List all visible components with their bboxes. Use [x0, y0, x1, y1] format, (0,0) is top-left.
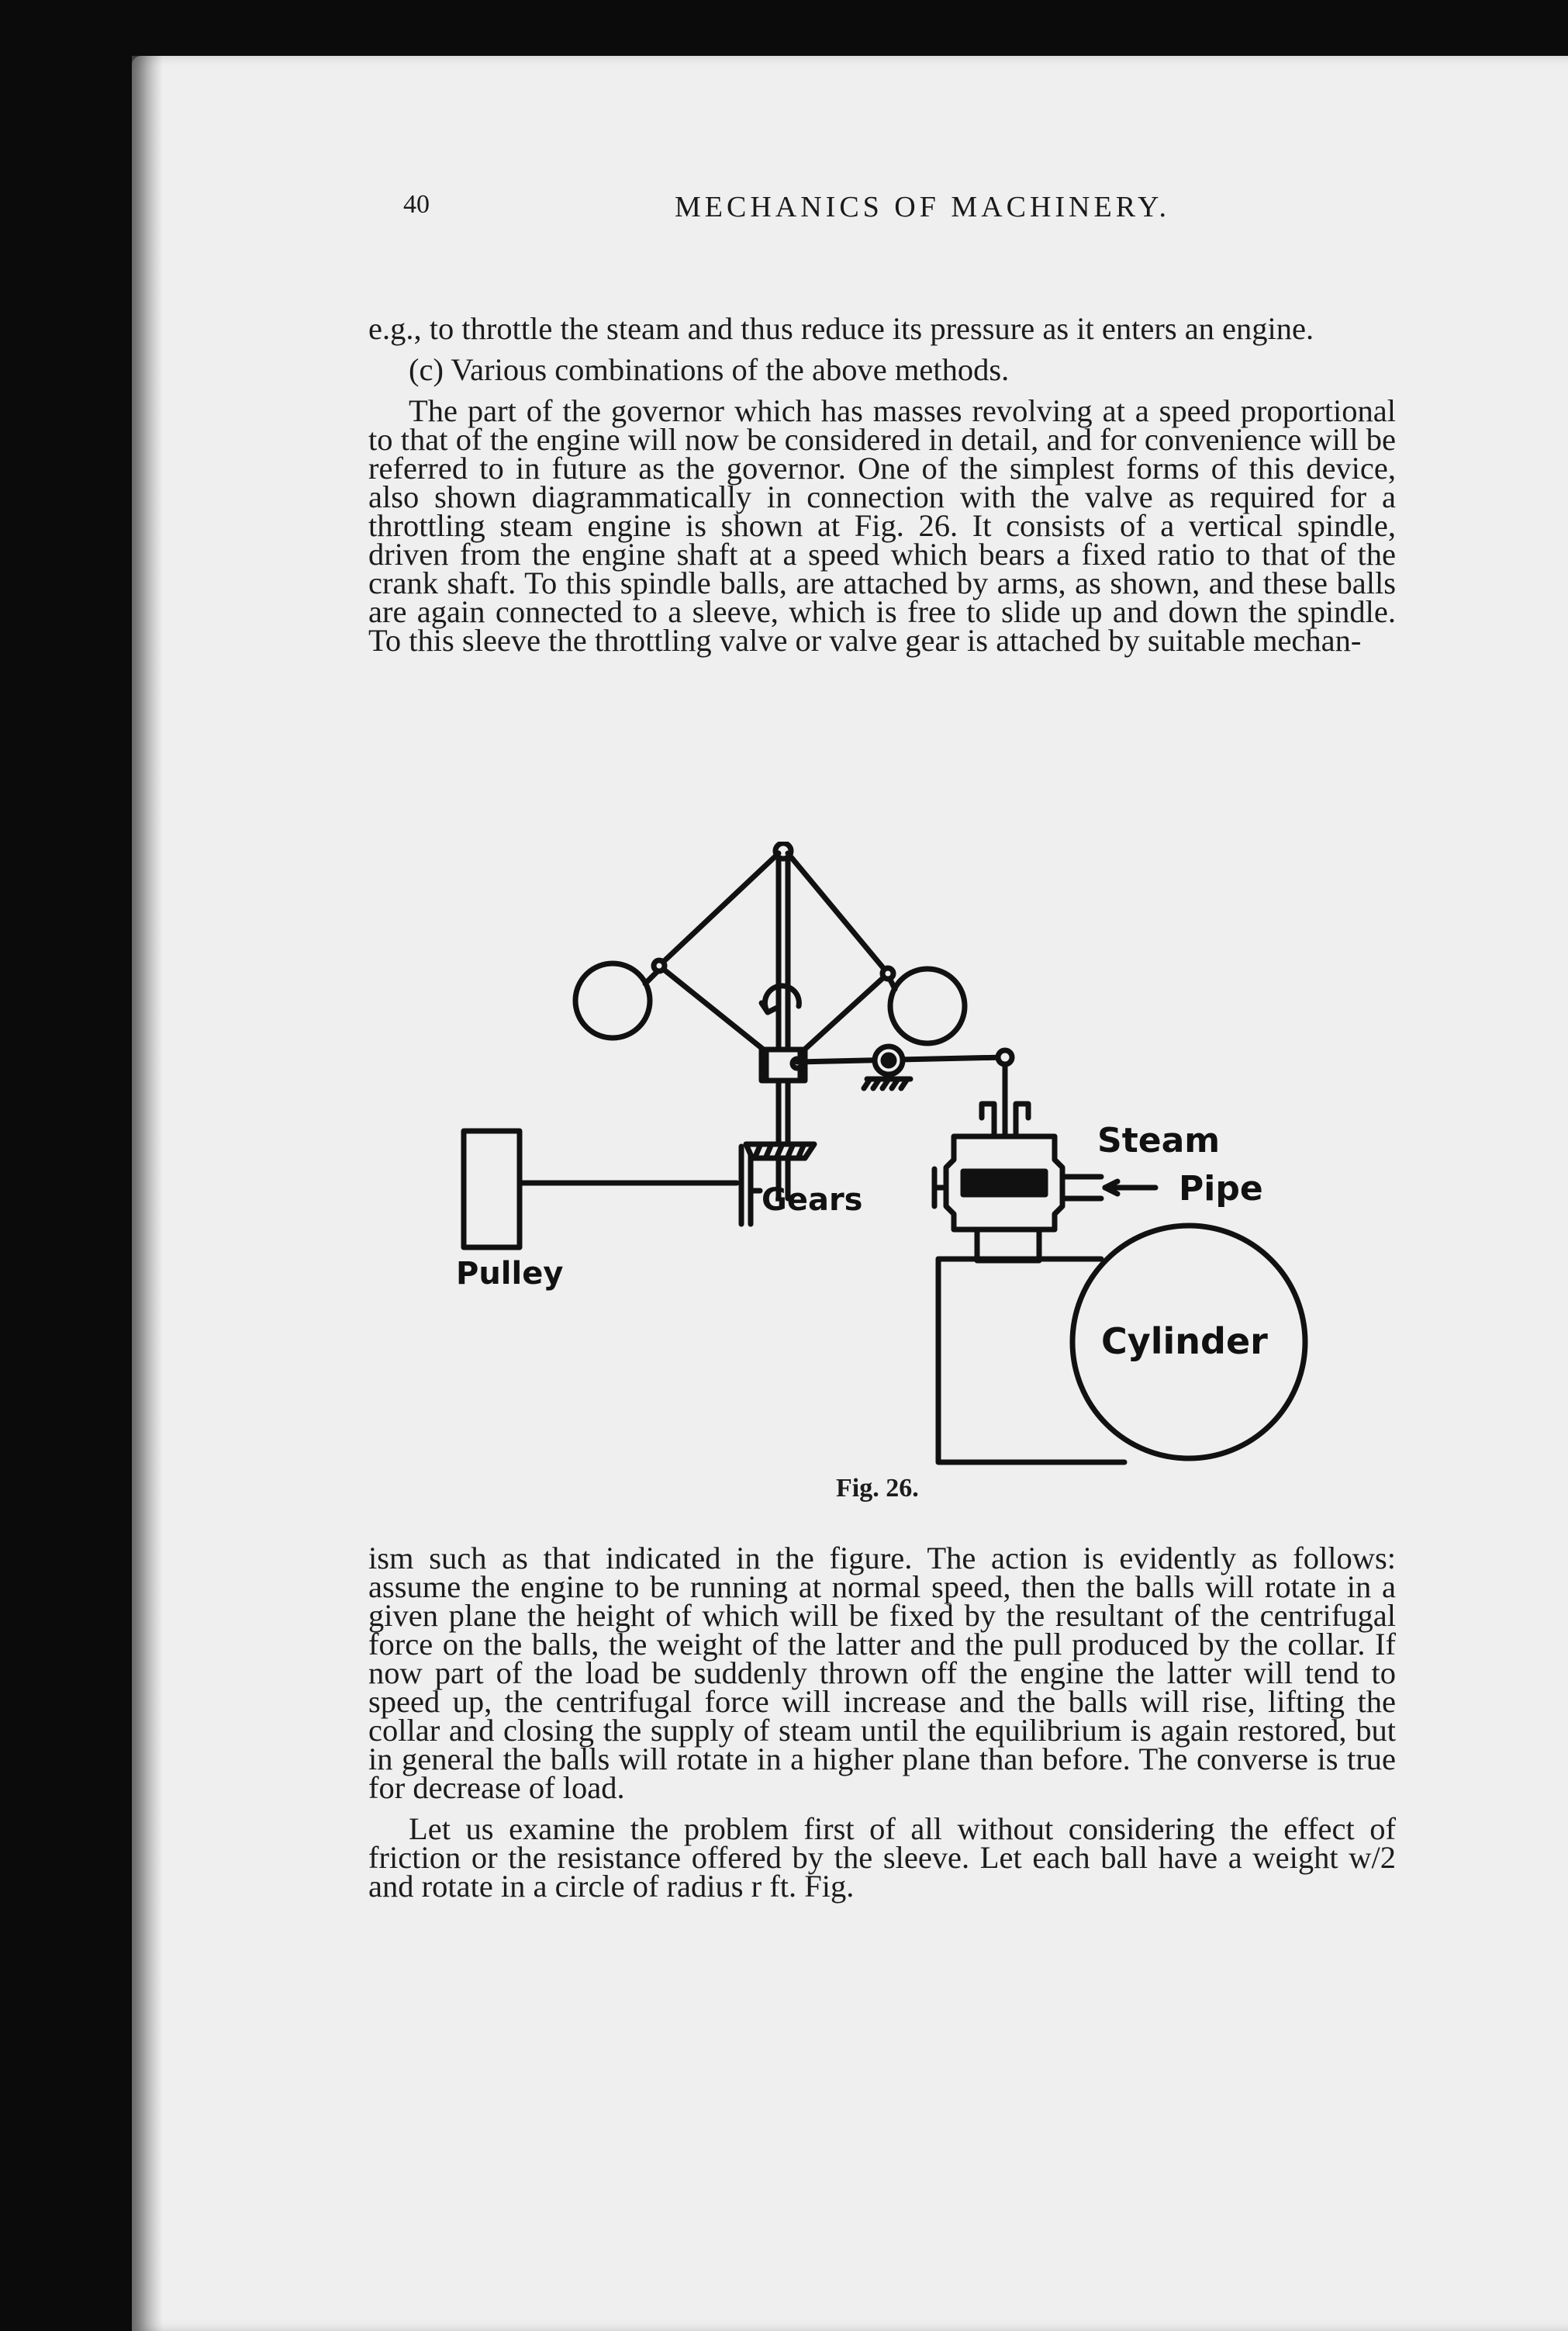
ball-right	[890, 969, 965, 1043]
label-gears: Gears	[762, 1182, 863, 1218]
lower-arm-left	[659, 966, 777, 1060]
paragraph: ism such as that indicated in the figure. The action is evidently as follows: assume the engine to be running at normal speed, then the balls will rotate in a given plane the height of which will be fixed by the resultant of the centrifugal force on the balls, the weight of the latter and the pull produced by the collar. If now part of the load be suddenly thrown off the engine the latter will tend to speed up, the centrifugal force will increase and the balls will rise, lifting the collar and closing the supply of steam until the equilibrium is again restored, but in general the balls will rotate in a higher plane than before. The converse is true for decrease of load.	[368, 1541, 1396, 1805]
label-steam: Steam	[1097, 1121, 1221, 1160]
paragraph: (c) Various combinations of the above methods.	[409, 352, 1010, 387]
pulley	[464, 1131, 520, 1247]
running-title: MECHANICS OF MACHINERY.	[675, 191, 1171, 223]
paragraph: e.g., to throttle the steam and thus reduce its pressure as it enters an engine.	[368, 311, 1314, 346]
gland-left	[982, 1104, 994, 1136]
governor-diagram	[442, 842, 1318, 1524]
page-number: 40	[403, 190, 430, 219]
ball-right-pivot	[882, 968, 893, 979]
label-pipe: Pipe	[1179, 1169, 1263, 1209]
paragraph: The part of the governor which has masses revolving at a speed proportional to that of the engine will now be considered in detail, and for convenience will be referred to in future as the governor. One of the simplest forms of this device, also shown diagrammatically in connection with the valve as required for a throttling steam engine is shown at Fig. 26. It consists of a vertical spindle, driven from the engine shaft at a speed which bears a fixed ratio to that of the crank shaft. To this spindle balls, are attached by arms, as shown, and these balls are again connected to a sleeve, which is free to slide up and down the spindle. To this sleeve the throttling valve or valve gear is attached by suitable mechan-	[368, 393, 1396, 658]
ball-left	[575, 963, 650, 1038]
body-text-bottom	[368, 1541, 1396, 1913]
page-edge-shadow	[132, 56, 163, 2331]
body-text-top	[368, 311, 1396, 667]
label-cylinder: Cylinder	[1101, 1320, 1268, 1362]
steam-port	[977, 1229, 1039, 1261]
ball-left-pivot	[654, 960, 665, 971]
upper-arm-right	[788, 853, 888, 974]
paragraph: Let us examine the problem first of all without considering the effect of friction or the resistance offered by the sleeve. Let each ball have a weight w/2 and rotate in a circle of radius r ft. Fig.	[368, 1811, 1396, 1904]
gland-right	[1016, 1104, 1028, 1136]
label-pulley: Pulley	[456, 1256, 564, 1292]
figure-caption: Fig. 26.	[836, 1474, 919, 1503]
upper-arm-left	[659, 853, 779, 966]
valve-piston	[963, 1171, 1045, 1195]
lower-arm-right	[793, 974, 888, 1060]
